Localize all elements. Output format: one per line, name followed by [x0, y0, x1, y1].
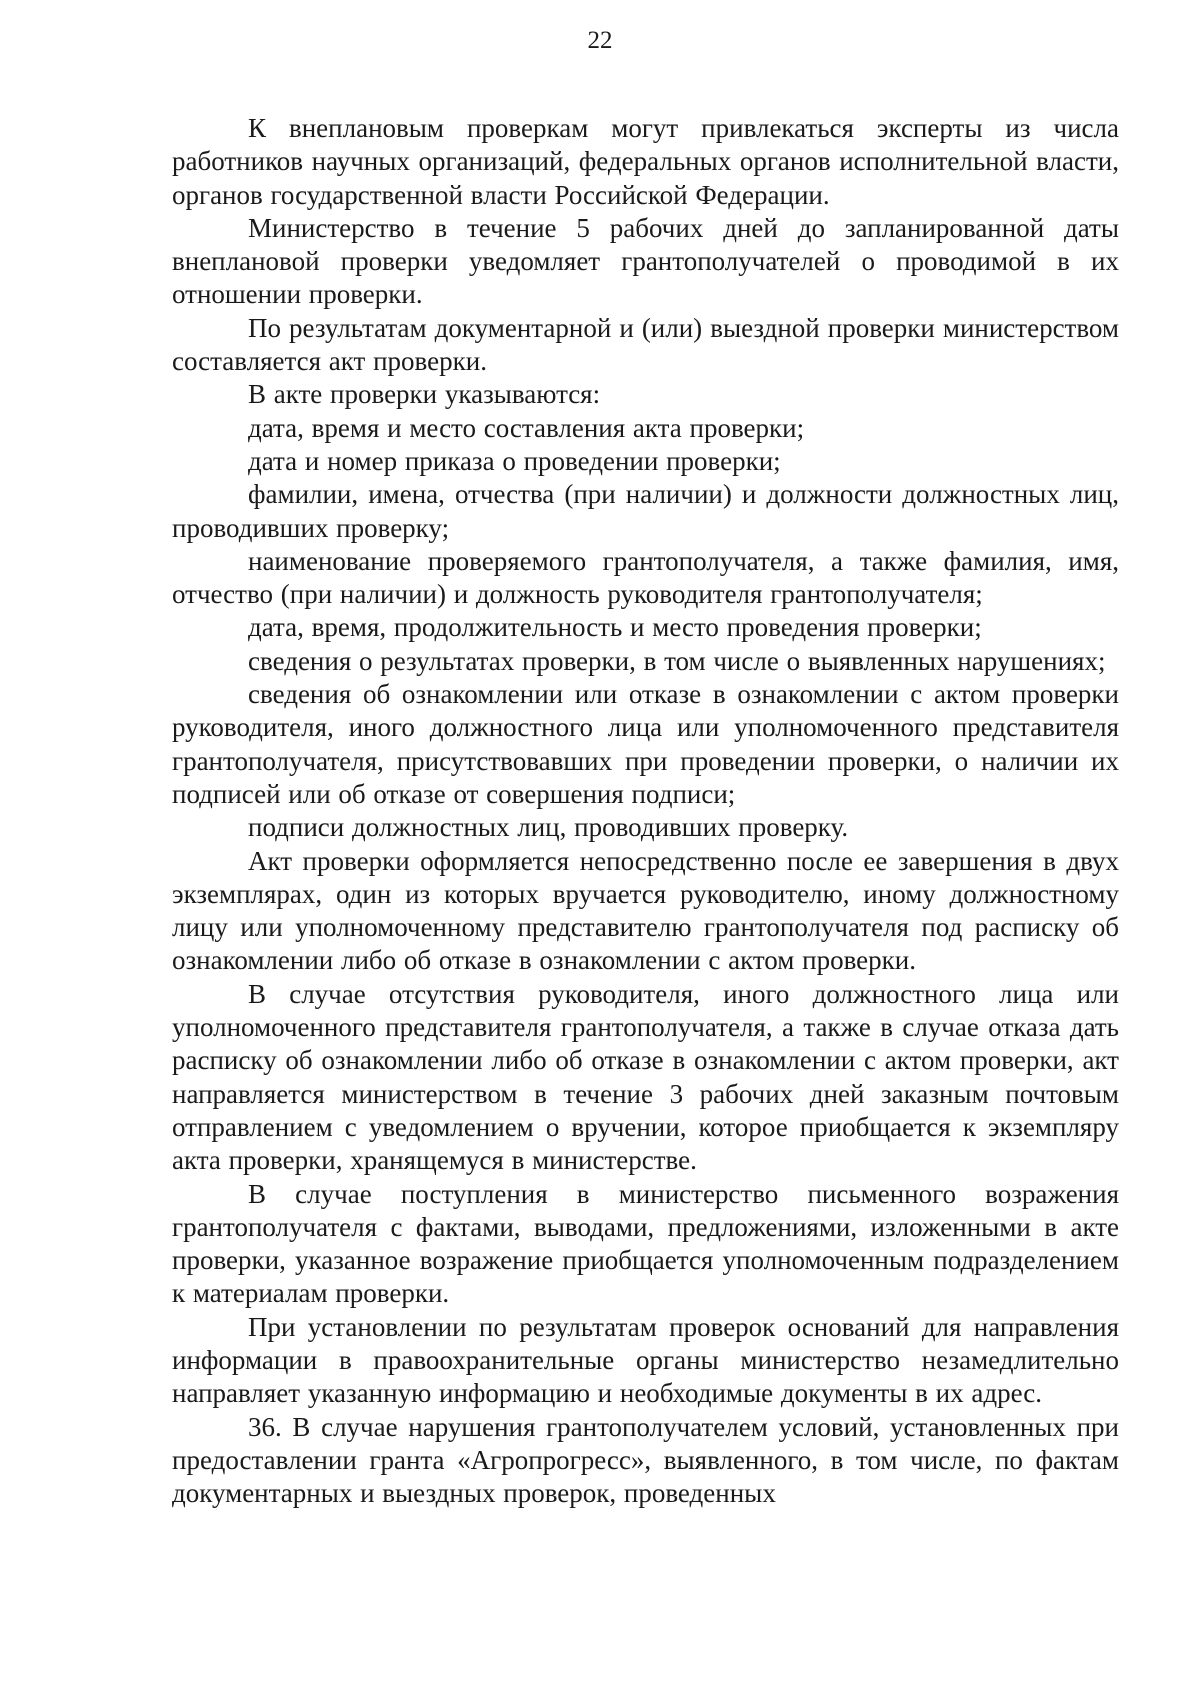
paragraph-experts: К внеплановым проверкам могут привлекаться эксперты из числа работников научных организаций, федеральных органов исполнительной власти, органов государственной власти Российской Федерации.: [172, 113, 1119, 210]
paragraph-act-contents-intro: В акте проверки указываются:: [248, 379, 601, 410]
page-number: 22: [587, 27, 613, 54]
body-text: [172, 112, 1119, 1510]
paragraph-inspection-act: По результатам документарной и (или) выездной проверки министерством составляется акт проверки.: [172, 312, 1119, 377]
list-item-results: сведения о результатах проверки, в том числе о выявленных нарушениях;: [248, 645, 1106, 676]
paragraph-act-copies: Акт проверки оформляется непосредственно после ее завершения в двух экземплярах, один из которых вручается руководителю, иному должностному лицу или уполномоченному представителю грантополучателя под расписку об ознакомлении либо об отказе в ознакомлении с актом проверки.: [172, 845, 1119, 976]
list-item-duration: дата, время, продолжительность и место проведения проверки;: [248, 612, 982, 643]
list-item-acknowledgement: сведения об ознакомлении или отказе в ознакомлении с актом проверки руководителя, иного должностного лица или уполномоченного представителя грантополучателя, присутствовавших при проведении проверки, о наличии их подписей или об отказе от совершения подписи;: [172, 679, 1119, 809]
list-item-grantee-name: наименование проверяемого грантополучателя, а также фамилия, имя, отчество (при наличии) и должность руководителя грантополучателя;: [172, 545, 1119, 610]
list-item-order-number: дата и номер приказа о проведении проверки;: [248, 445, 781, 476]
paragraph-item-36: 36. В случае нарушения грантополучателем условий, установленных при предоставлении гранта «Агропрогресс», выявленного, в том числе, по фактам документарных и выездных проверок, проведенных: [172, 1411, 1119, 1509]
paragraph-absence: В случае отсутствия руководителя, иного должностного лица или уполномоченного представителя грантополучателя, а также в случае отказа дать расписку об ознакомлении либо об отказе в ознакомлении с актом проверки, акт направляется министерством в течение 3 рабочих дней заказным почтовым отправлением с уведомлением о вручении, которое приобщается к экземпляру акта проверки, хранящемуся в министерстве.: [172, 978, 1119, 1176]
list-item-signatures: подписи должностных лиц, проводивших проверку.: [248, 812, 849, 843]
paragraph-notification: Министерство в течение 5 рабочих дней до запланированной даты внеплановой проверки уведомляет грантополучателей о проводимой в их отношении проверки.: [172, 212, 1119, 310]
list-item-date-place: дата, время и место составления акта проверки;: [248, 412, 805, 443]
paragraph-law-enforcement: При установлении по результатам проверок оснований для направления информации в правоохранительные органы министерство незамедлительно направляет указанную информацию и необходимые документы в их адрес.: [172, 1311, 1119, 1409]
list-item-inspectors: фамилии, имена, отчества (при наличии) и должности должностных лиц, проводивших проверку;: [172, 479, 1119, 543]
paragraph-objection: В случае поступления в министерство письменного возражения грантополучателя с фактами, выводами, предложениями, изложенными в акте проверки, указанное возражение приобщается уполномоченным подразделением к материалам проверки.: [172, 1178, 1119, 1309]
